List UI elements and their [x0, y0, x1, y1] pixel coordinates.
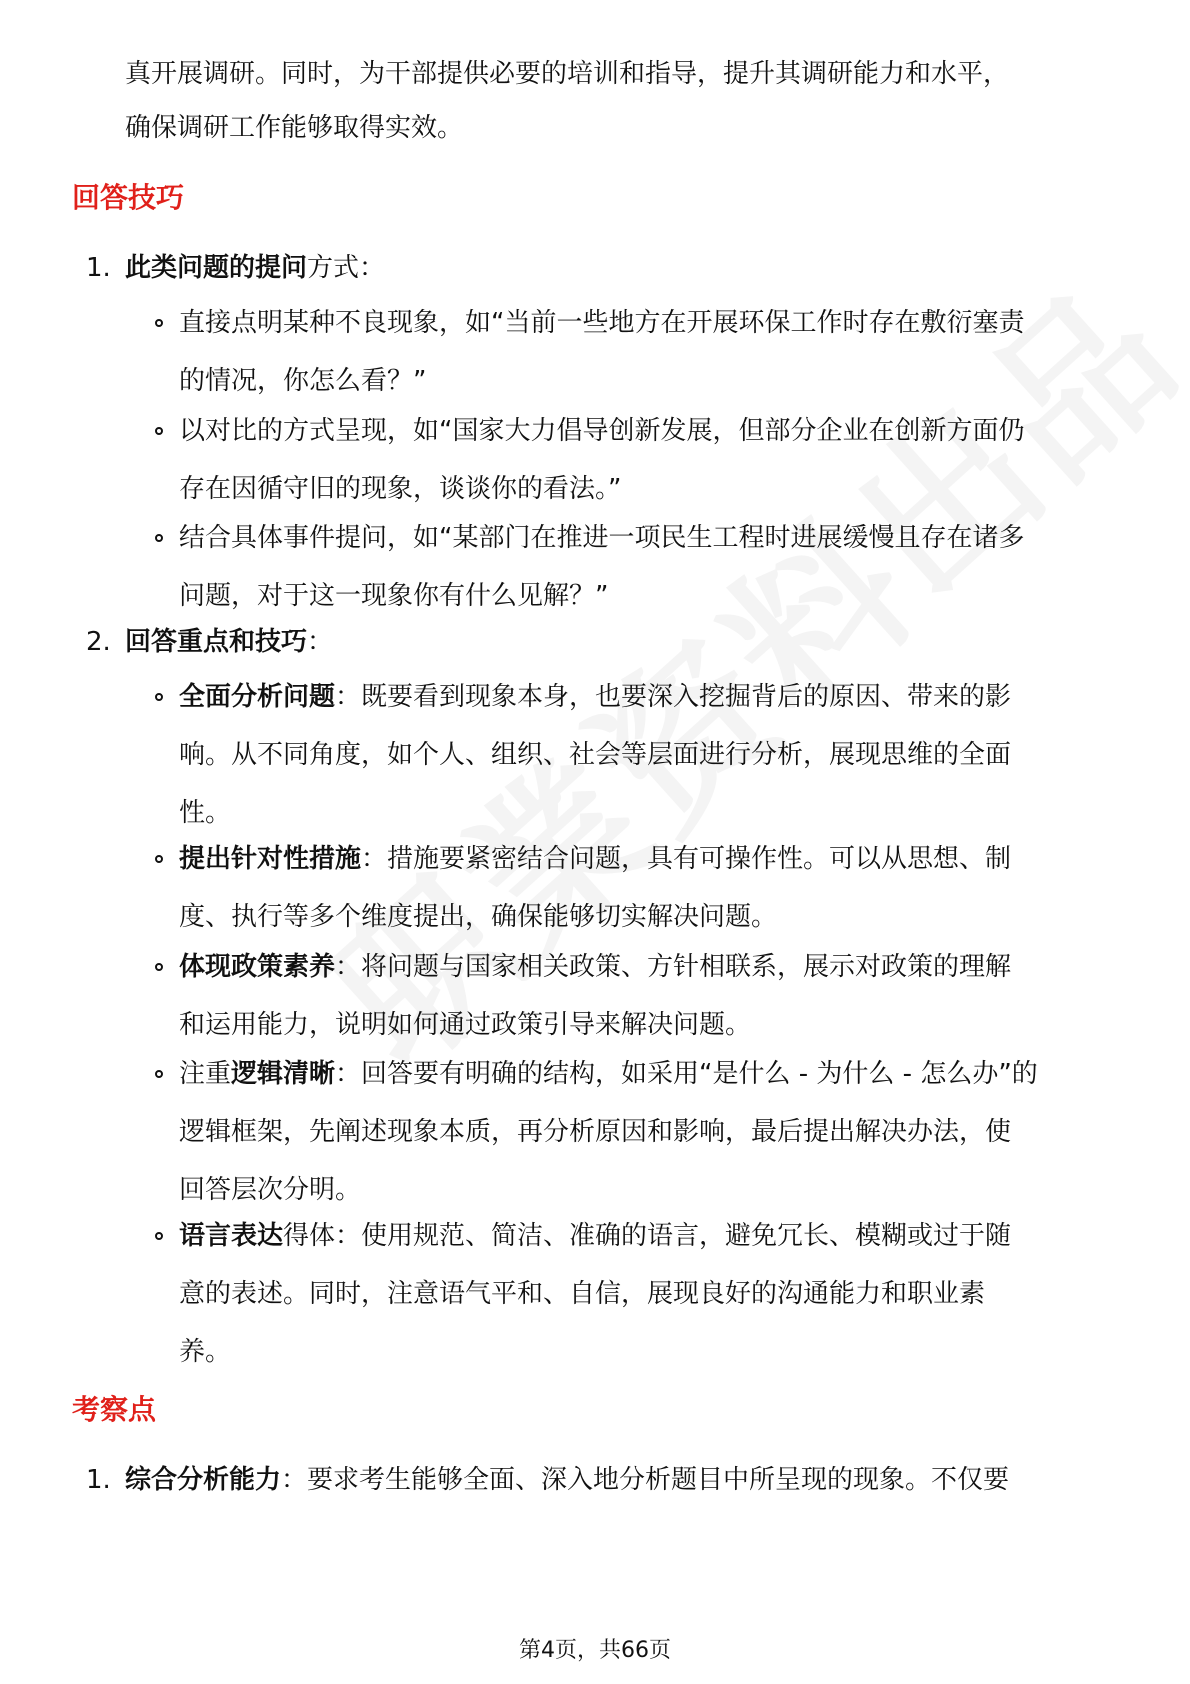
- bold-text: 此类问题的提问: [125, 253, 308, 283]
- sub-list-item-text: 结合具体事件提问，如“某部门在推进一项民生工程时进展缓慢且存在诸多 问题，对于这一现象你有什么见解？”: [179, 523, 1025, 611]
- hollow-bullet-icon: [152, 1045, 179, 1219]
- sub-list-item-text: 提出针对性措施：措施要紧密结合问题，具有可操作性。可以从思想、制 度、执行等多个维度提出，确保能够切实解决问题。: [179, 844, 1012, 932]
- hollow-bullet-icon: [152, 668, 179, 842]
- intro-line-2: 确保调研工作能够取得实效。: [125, 113, 464, 143]
- sub-list-item-text: 以对比的方式呈现，如“国家大力倡导创新发展，但部分企业在创新方面仍 存在因循守旧的现象，谈谈你的看法。”: [179, 416, 1025, 504]
- hollow-bullet-icon: [152, 938, 179, 1054]
- list-number: 1.: [86, 1465, 111, 1495]
- sub-list-item: [152, 1045, 1120, 1219]
- sub-list-item: [152, 402, 1120, 518]
- list-number: 2.: [86, 627, 111, 657]
- plain-text: ：: [307, 627, 334, 657]
- sub-list-item-text: 注重逻辑清晰：回答要有明确的结构，如采用“是什么 - 为什么 - 怎么办”的 逻辑框架，先阐述现象本质，再分析原因和影响，最后提出解决办法，使 回答层次分明。: [179, 1059, 1038, 1205]
- hollow-bullet-icon: [152, 294, 179, 410]
- list-item-answer-tips: [86, 615, 1116, 669]
- plain-text: 方式：: [307, 253, 386, 283]
- bold-text: 回答重点和技巧: [125, 627, 308, 657]
- sub-list-item: [152, 294, 1120, 410]
- sub-list-item: [152, 509, 1120, 625]
- list-item-text: [125, 615, 1116, 669]
- sub-list-item-text: 语言表达得体：使用规范、简洁、准确的语言，避免冗长、模糊或过于随 意的表述。同时，注意语气平和、自信，展现良好的沟通能力和职业素 养。: [179, 1221, 1012, 1367]
- hollow-bullet-icon: [152, 1207, 179, 1381]
- sub-list-item: [152, 668, 1120, 842]
- plain-text: ：要求考生能够全面、深入地分析题目中所呈现的现象。不仅要: [281, 1465, 1010, 1495]
- list-item-analysis-ability: [86, 1453, 1116, 1507]
- sub-list-item-text: 全面分析问题：既要看到现象本身，也要深入挖掘背后的原因、带来的影 响。从不同角度，如个人、组织、社会等层面进行分析，展现思维的全面 性。: [179, 682, 1012, 828]
- hollow-bullet-icon: [152, 830, 179, 946]
- list-item-text: [125, 241, 1116, 295]
- hollow-bullet-icon: [152, 509, 179, 625]
- list-item-text: [125, 1453, 1116, 1507]
- hollow-bullet-icon: [152, 402, 179, 518]
- list-number: 1.: [86, 253, 111, 283]
- sub-list-item: [152, 938, 1120, 1054]
- sub-list-item: [152, 1207, 1120, 1381]
- sub-list-item: [152, 830, 1120, 946]
- section-heading-points: 考察点: [72, 1393, 157, 1426]
- bold-text: 综合分析能力: [125, 1465, 282, 1495]
- intro-line-1: 真开展调研。同时，为干部提供必要的培训和指导，提升其调研能力和水平，: [125, 59, 1010, 89]
- sub-list-item-text: 直接点明某种不良现象，如“当前一些地方在开展环保工作时存在敷衍塞责 的情况，你怎么看？”: [179, 308, 1025, 396]
- list-item-question-style: [86, 241, 1116, 295]
- section-heading-tips: 回答技巧: [72, 181, 185, 214]
- page-footer: 第4页，共66页: [519, 1638, 671, 1663]
- sub-list-item-text: 体现政策素养：将问题与国家相关政策、方针相联系，展示对政策的理解 和运用能力，说明如何通过政策引导来解决问题。: [179, 952, 1012, 1040]
